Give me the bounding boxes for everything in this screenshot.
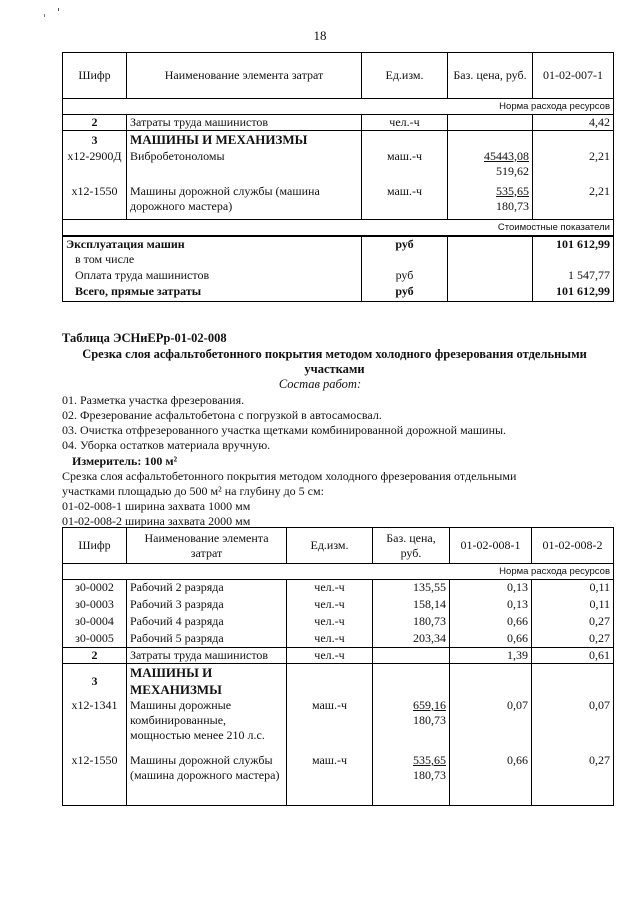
header-col1: 01-02-007-1 [533, 53, 614, 99]
table-row: 2 Затраты труда машинистов чел.-ч 4,42 [63, 115, 614, 131]
table-row: Всего, прямые затраты руб 101 612,99 [63, 284, 614, 301]
header-code: Шифр [63, 528, 127, 564]
work-item: 04. Уборка остатков материала вручную. [62, 438, 271, 452]
table-id: Таблица ЭСНиЕРр-01-02-008 [62, 331, 227, 345]
table-row: з0-0003 Рабочий 3 разряда чел.-ч 158,14 0,13 0,11 [63, 597, 614, 614]
work-item: 03. Очистка отфрезерованного участка щетками комбинированной дорожной машины. [62, 423, 507, 437]
section-row: 3 МАШИНЫ И МЕХАНИЗМЫ [63, 664, 614, 699]
resource-table-2 [62, 527, 614, 806]
section-title: МАШИНЫ И МЕХАНИЗМЫ [127, 131, 362, 149]
table-row: х12-1550 Машины дорожной службы (машина дорожного мастера) маш.-ч 535,65 180,73 0,66 0,27 [63, 753, 614, 805]
table-row: х12-1341 Машины дорожные комбинированные, мощностью менее 210 л.с. маш.-ч 659,16 180,73 0,07 0,07 [63, 698, 614, 753]
section-row: 3 МАШИНЫ И МЕХАНИЗМЫ [63, 131, 614, 149]
variant: 01-02-008-1 ширина захвата 1000 мм [62, 499, 251, 513]
table-header-row [63, 528, 614, 564]
header-col2: 01-02-008-2 [532, 528, 614, 564]
header-unit: Ед.изм. [287, 528, 373, 564]
scan-mark [44, 14, 45, 17]
variant: 01-02-008-2 ширина захвата 2000 мм [62, 514, 251, 528]
resource-table-1: Шифр Наименование элемента затрат Ед.изм. Баз. цена, руб. 01-02-007-1 Норма расхода ресурсов 2 Затраты труда машинистов чел.-ч 4,42 3 МАШИНЫ И МЕХАНИЗМЫ х12-2900Д Вибробетоноломы маш.-ч 45443,08 519,62 2,21 х12-1550 Машины дорожной службы (машина дорожного мастера) маш.-ч 535,65 180,73 2,21 Стоимостные показатели Эксплуатация машин руб 101 612,99 в том числе Оплата труда машинистов руб 1 547,77 Всего, прямые затраты руб 101 612,99 [62, 52, 614, 302]
header-price: Баз. цена, руб. [448, 53, 533, 99]
table-header-row [63, 53, 614, 99]
header-code: Шифр [63, 53, 127, 99]
composition-title: Состав работ: [278, 377, 362, 391]
table-row: з0-0004 Рабочий 4 разряда чел.-ч 180,73 0,66 0,27 [63, 614, 614, 631]
scan-mark [58, 8, 59, 11]
header-unit: Ед.изм. [362, 53, 448, 99]
norm-label: Норма расхода ресурсов [63, 99, 614, 115]
description: участками площадью до 500 м² на глубину до 5 см: [62, 484, 324, 498]
header-price: Баз. цена, руб. [373, 528, 450, 564]
table-row: х12-2900Д Вибробетоноломы маш.-ч 45443,08 519,62 2,21 [63, 149, 614, 184]
table-row: 2 Затраты труда машинистов чел.-ч 1,39 0,61 [63, 648, 614, 664]
measurer: Измеритель: 100 м² [72, 454, 178, 468]
table-row: з0-0005 Рабочий 5 разряда чел.-ч 203,34 0,66 0,27 [63, 631, 614, 648]
work-item: 01. Разметка участка фрезерования. [62, 393, 245, 407]
norm-label: Норма расхода ресурсов [63, 564, 614, 580]
section-title: Срезка слоя асфальтобетонного покрытия методом холодного фрезерования отдельными участками [82, 347, 587, 376]
header-col1: 01-02-008-1 [450, 528, 532, 564]
work-item: 02. Фрезерование асфальтобетона с погрузкой в автосамосвал. [62, 408, 382, 422]
cost-label: Стоимостные показатели [63, 220, 614, 237]
page-number: 18 [313, 28, 327, 43]
header-name: Наименование элемента затрат [127, 53, 362, 99]
table-row: х12-1550 Машины дорожной службы (машина дорожного мастера) маш.-ч 535,65 180,73 2,21 [63, 184, 614, 220]
section-title: МАШИНЫ И [130, 665, 213, 680]
table-row: Оплата труда машинистов руб 1 547,77 [63, 268, 614, 284]
description: Срезка слоя асфальтобетонного покрытия методом холодного фрезерования отдельными [62, 469, 517, 483]
table-row: з0-0002 Рабочий 2 разряда чел.-ч 135,55 0,13 0,11 [63, 580, 614, 597]
table-row: Эксплуатация машин руб 101 612,99 [63, 236, 614, 252]
header-name: Наименование элемента затрат [127, 528, 287, 564]
